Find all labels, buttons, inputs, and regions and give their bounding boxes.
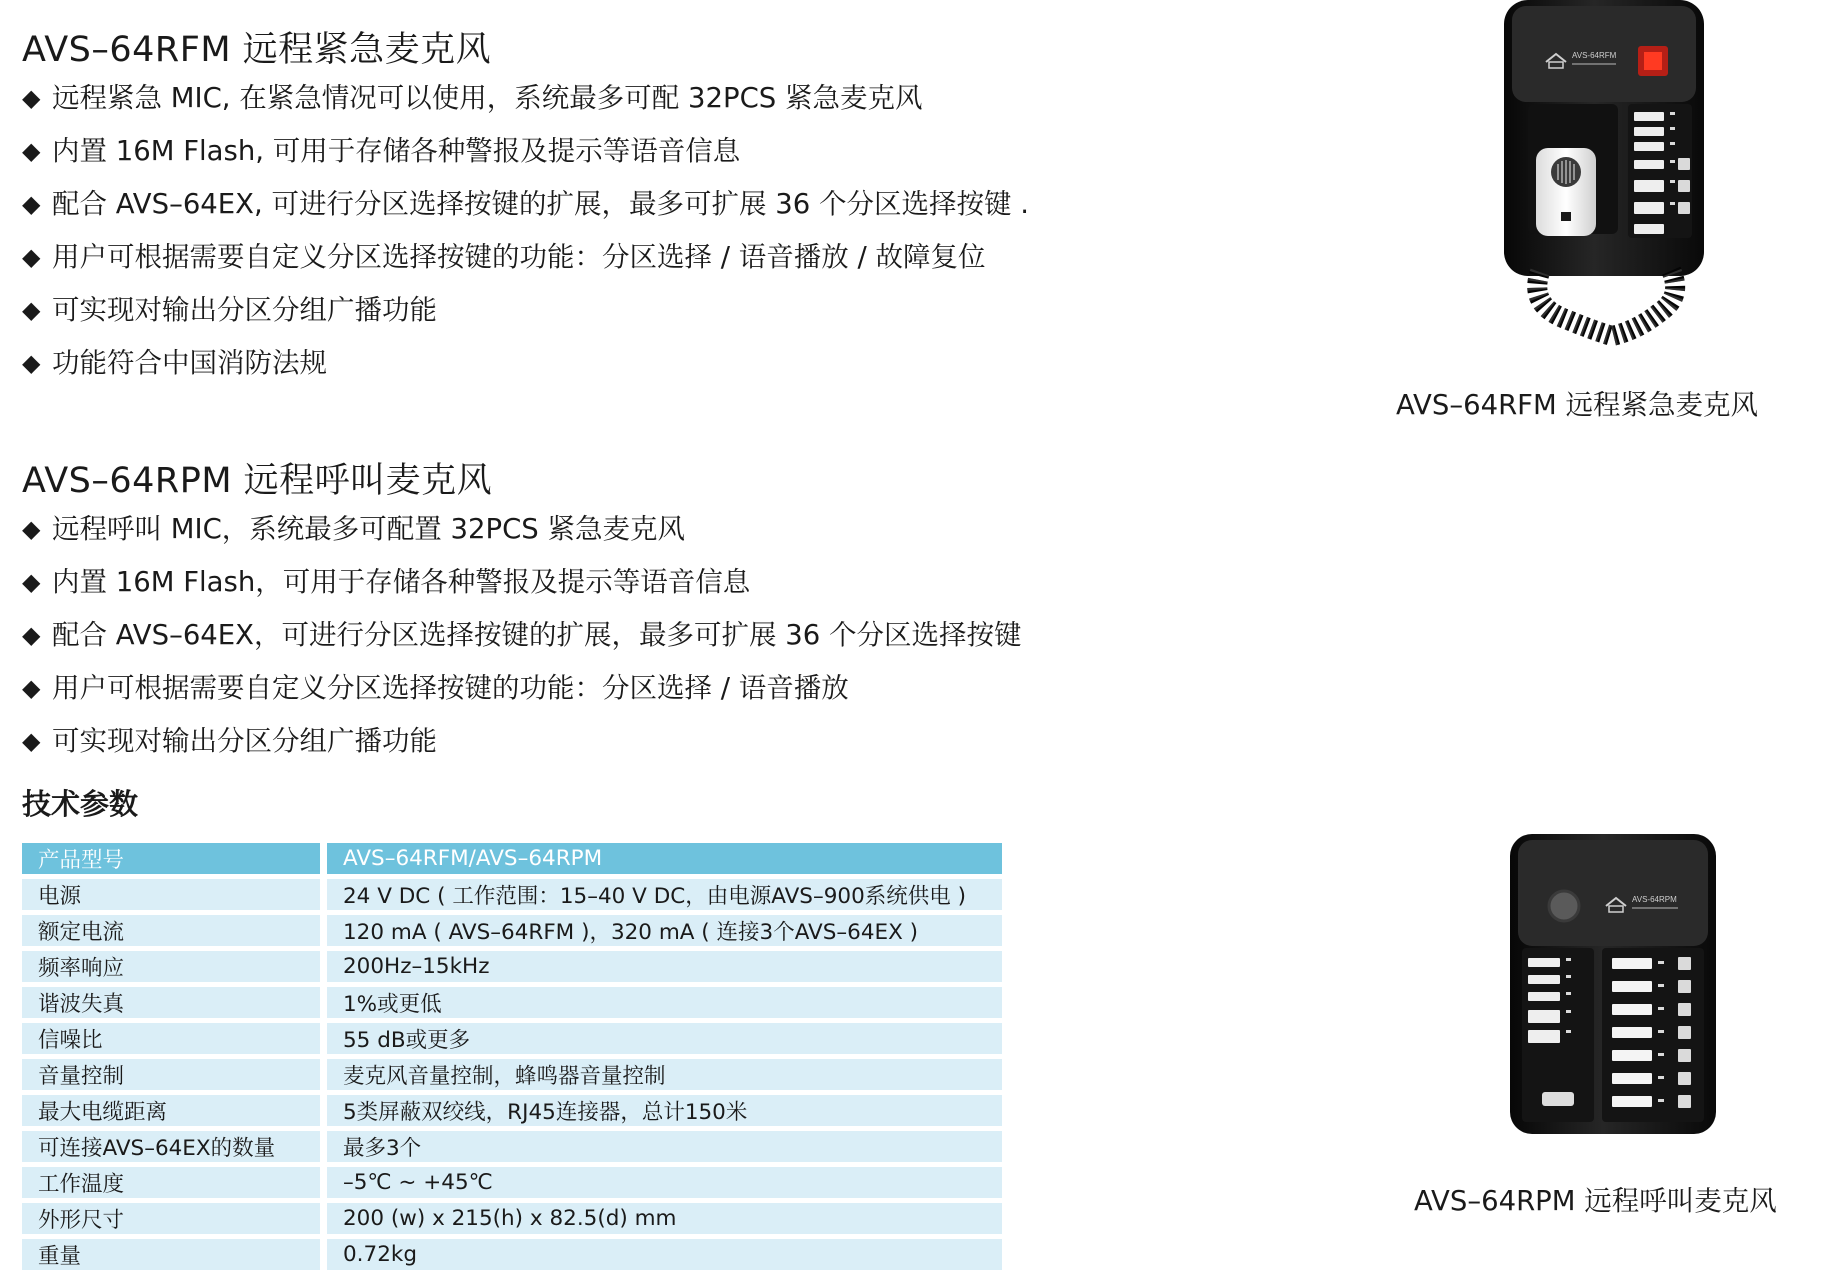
table-row (22, 1059, 1002, 1090)
rpm-feature-list (22, 503, 1022, 768)
table-row (22, 1167, 1002, 1198)
diamond-bullet-icon: ◆ (22, 84, 41, 112)
spec-label: 外形尺寸 (22, 1203, 327, 1234)
table-row (22, 879, 1002, 910)
rfm-model-label: AVS-64RFM (1572, 51, 1617, 60)
diamond-bullet-icon: ◆ (22, 137, 41, 165)
spec-label: 额定电流 (22, 915, 327, 946)
usb-port-icon (1542, 1092, 1574, 1106)
diamond-bullet-icon: ◆ (22, 727, 41, 755)
spec-value: 200Hz–15kHz (327, 951, 1002, 982)
spec-value: 5类屏蔽双绞线，RJ45连接器，总计150米 (327, 1095, 1002, 1126)
list-item: ◆ 配合 AVS–64EX，可进行分区选择按键的扩展，最多可扩展 36 个分区选择按键 (22, 609, 1022, 662)
list-item: ◆ 内置 16M Flash，可用于存储各种警报及提示等语音信息 (22, 556, 1022, 609)
spec-heading: 技术参数 (22, 787, 139, 821)
spec-value: 24 V DC ( 工作范围：15–40 V DC，由电源AVS–900系统供电 ) (327, 879, 1002, 910)
rpm-product-image (1502, 830, 1720, 1140)
table-row (22, 1203, 1002, 1234)
spec-value: 1%或更低 (327, 987, 1002, 1018)
list-item: ◆ 功能符合中国消防法规 (22, 337, 1029, 390)
list-item: ◆ 内置 16M Flash, 可用于存储各种警报及提示等语音信息 (22, 125, 1029, 178)
spec-label: 最大电缆距离 (22, 1095, 327, 1126)
list-item: ◆ 可实现对输出分区分组广播功能 (22, 715, 1022, 768)
spec-label: 频率响应 (22, 951, 327, 982)
rfm-section-title: AVS–64RFM 远程紧急麦克风 (22, 30, 492, 70)
spec-table (22, 838, 1002, 1275)
spec-value: 120 mA ( AVS–64RFM )，320 mA ( 连接3个AVS–64EX ) (327, 915, 1002, 946)
list-item: ◆ 用户可根据需要自定义分区选择按键的功能：分区选择 / 语音播放 (22, 662, 1022, 715)
spec-label: 谐波失真 (22, 987, 327, 1018)
table-row (22, 951, 1002, 982)
diamond-bullet-icon: ◆ (22, 190, 41, 218)
rpm-model-label: AVS-64RPM (1632, 895, 1677, 904)
spec-value: 55 dB或更多 (327, 1023, 1002, 1054)
rpm-caption: AVS–64RPM 远程呼叫麦克风 (1414, 1185, 1777, 1217)
table-row (22, 1239, 1002, 1270)
list-item: ◆ 可实现对输出分区分组广播功能 (22, 284, 1029, 337)
table-row (22, 987, 1002, 1018)
list-item: ◆ 远程紧急 MIC, 在紧急情况可以使用，系统最多可配 32PCS 紧急麦克风 (22, 72, 1029, 125)
diamond-bullet-icon: ◆ (22, 515, 41, 543)
spec-value: 200 (w) x 215(h) x 82.5(d) mm (327, 1203, 1002, 1234)
table-row (22, 1095, 1002, 1126)
rfm-feature-list (22, 72, 1029, 390)
diamond-bullet-icon: ◆ (22, 243, 41, 271)
spec-label: 信噪比 (22, 1023, 327, 1054)
table-row (22, 915, 1002, 946)
table-row (22, 1023, 1002, 1054)
table-row (22, 1131, 1002, 1162)
microphone-icon (1549, 891, 1579, 921)
spec-value: 0.72kg (327, 1239, 1002, 1270)
diamond-bullet-icon: ◆ (22, 621, 41, 649)
diamond-bullet-icon: ◆ (22, 296, 41, 324)
spec-value: 最多3个 (327, 1131, 1002, 1162)
rfm-caption: AVS–64RFM 远程紧急麦克风 (1396, 389, 1758, 421)
list-item: ◆ 配合 AVS–64EX, 可进行分区选择按键的扩展，最多可扩展 36 个分区选择按键 . (22, 178, 1029, 231)
spec-label: 重量 (22, 1239, 327, 1270)
rfm-product-image (1488, 0, 1718, 362)
diamond-bullet-icon: ◆ (22, 674, 41, 702)
rpm-section-title: AVS–64RPM 远程呼叫麦克风 (22, 461, 493, 501)
diamond-bullet-icon: ◆ (22, 349, 41, 377)
list-item: ◆ 用户可根据需要自定义分区选择按键的功能：分区选择 / 语音播放 / 故障复位 (22, 231, 1029, 284)
spec-label: 可连接AVS–64EX的数量 (22, 1131, 327, 1162)
spec-value: –5℃ ~ +45℃ (327, 1167, 1002, 1198)
list-item: ◆ 远程呼叫 MIC，系统最多可配置 32PCS 紧急麦克风 (22, 503, 1022, 556)
diamond-bullet-icon: ◆ (22, 568, 41, 596)
spec-label: 工作温度 (22, 1167, 327, 1198)
spec-label: 音量控制 (22, 1059, 327, 1090)
spec-header-value: AVS–64RFM/AVS–64RPM (327, 843, 1002, 874)
spec-value: 麦克风音量控制，蜂鸣器音量控制 (327, 1059, 1002, 1090)
spec-header-label: 产品型号 (22, 843, 327, 874)
spec-label: 电源 (22, 879, 327, 910)
spec-header-row (22, 843, 1002, 874)
